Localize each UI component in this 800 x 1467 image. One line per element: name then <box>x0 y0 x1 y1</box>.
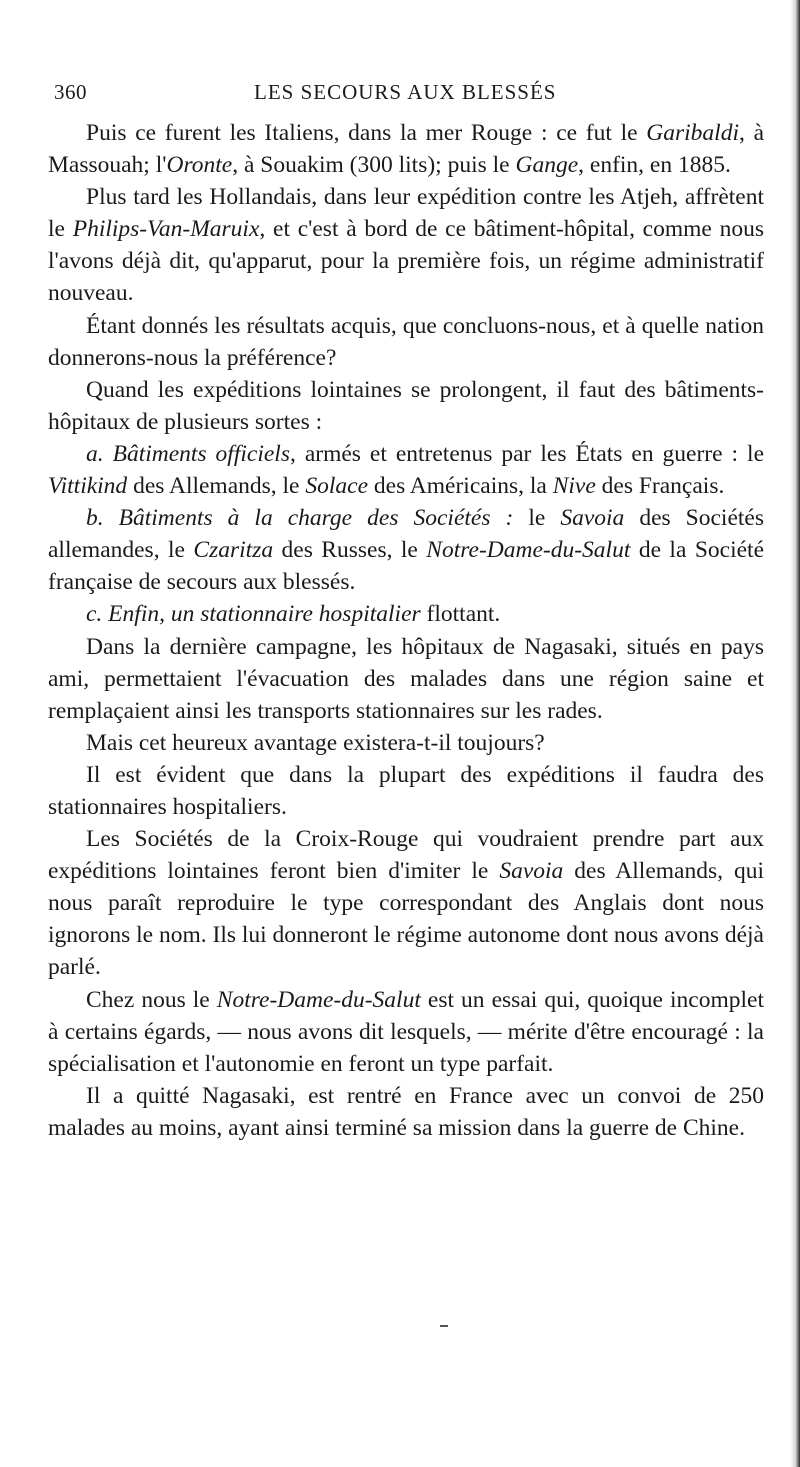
ink-speck <box>440 1325 448 1327</box>
paragraph-3: Étant donnés les résultats acquis, que concluons-nous, et à quelle nation donnerons-nous la préférence? <box>48 312 764 371</box>
paragraph-9: Mais cet heureux avantage existera-t-il toujours? <box>86 729 545 756</box>
paragraph-6: b. Bâtiments à la charge des Sociétés : le Savoia des Sociétés allemandes, le Czaritza des Russes, le Notre-Dame-du-Salut de la Société française de secours aux blessés. <box>48 505 764 596</box>
paragraph-13: Il a quitté Nagasaki, est rentré en France avec un convoi de 250 malades au moins, ayant ainsi terminé sa mission dans la guerre de Chine. <box>48 1082 764 1141</box>
paragraph-1: Puis ce furent les Italiens, dans la mer Rouge : ce fut le Garibaldi, à Massouah; l'Oronte, à Souakim (300 lits); puis le Gange, enfin, en 1885. <box>48 120 765 179</box>
paragraph-12: Chez nous le Notre-Dame-du-Salut est un essai qui, quoique incomplet à certains égards, — nous avons dit lesquels, — mérite d'être encouragé : la spécialisation et l'autonomie en feront un type parfait. <box>48 986 764 1077</box>
paragraph-5: a. Bâtiments officiels, armés et entretenus par les États en guerre : le Vittikind des Allemands, le Solace des Américains, la Nive des Français. <box>48 440 765 500</box>
page-number: 360 <box>54 80 87 104</box>
running-title: LES SECOURS AUX BLESSÉS <box>254 80 557 104</box>
page-edge-shadow <box>790 0 800 1467</box>
paragraph-7: c. Enfin, un stationnaire hospitalier flottant. <box>86 601 501 628</box>
paragraph-4: Quand les expéditions lointaines se prolongent, il faut des bâtiments-hôpitaux de plusieurs sortes : <box>48 376 764 435</box>
body-text <box>48 117 764 1144</box>
paragraph-10: Il est évident que dans la plupart des expéditions il faudra des stationnaires hospitaliers. <box>48 761 764 820</box>
paragraph-8: Dans la dernière campagne, les hôpitaux de Nagasaki, situés en pays ami, permettaient l'évacuation des malades dans une région saine et remplaçaient ainsi les transports stationnaires sur les rades. <box>48 633 764 724</box>
paragraph-2: Plus tard les Hollandais, dans leur expédition contre les Atjeh, affrètent le Philips-Van-Maruix, et c'est à bord de ce bâtiment-hôpital, comme nous l'avons déjà dit, qu'apparut, pour la première fois, un régime administratif nouveau. <box>48 184 764 307</box>
paragraph-11: Les Sociétés de la Croix-Rouge qui voudraient prendre part aux expéditions lointaines feront bien d'imiter le Savoia des Allemands, qui nous paraît reproduire le type correspondant des Anglais dont nous ignorons le nom. Ils lui donneront le régime autonome dont nous avons déjà parlé. <box>48 826 765 981</box>
page-header <box>54 80 764 110</box>
